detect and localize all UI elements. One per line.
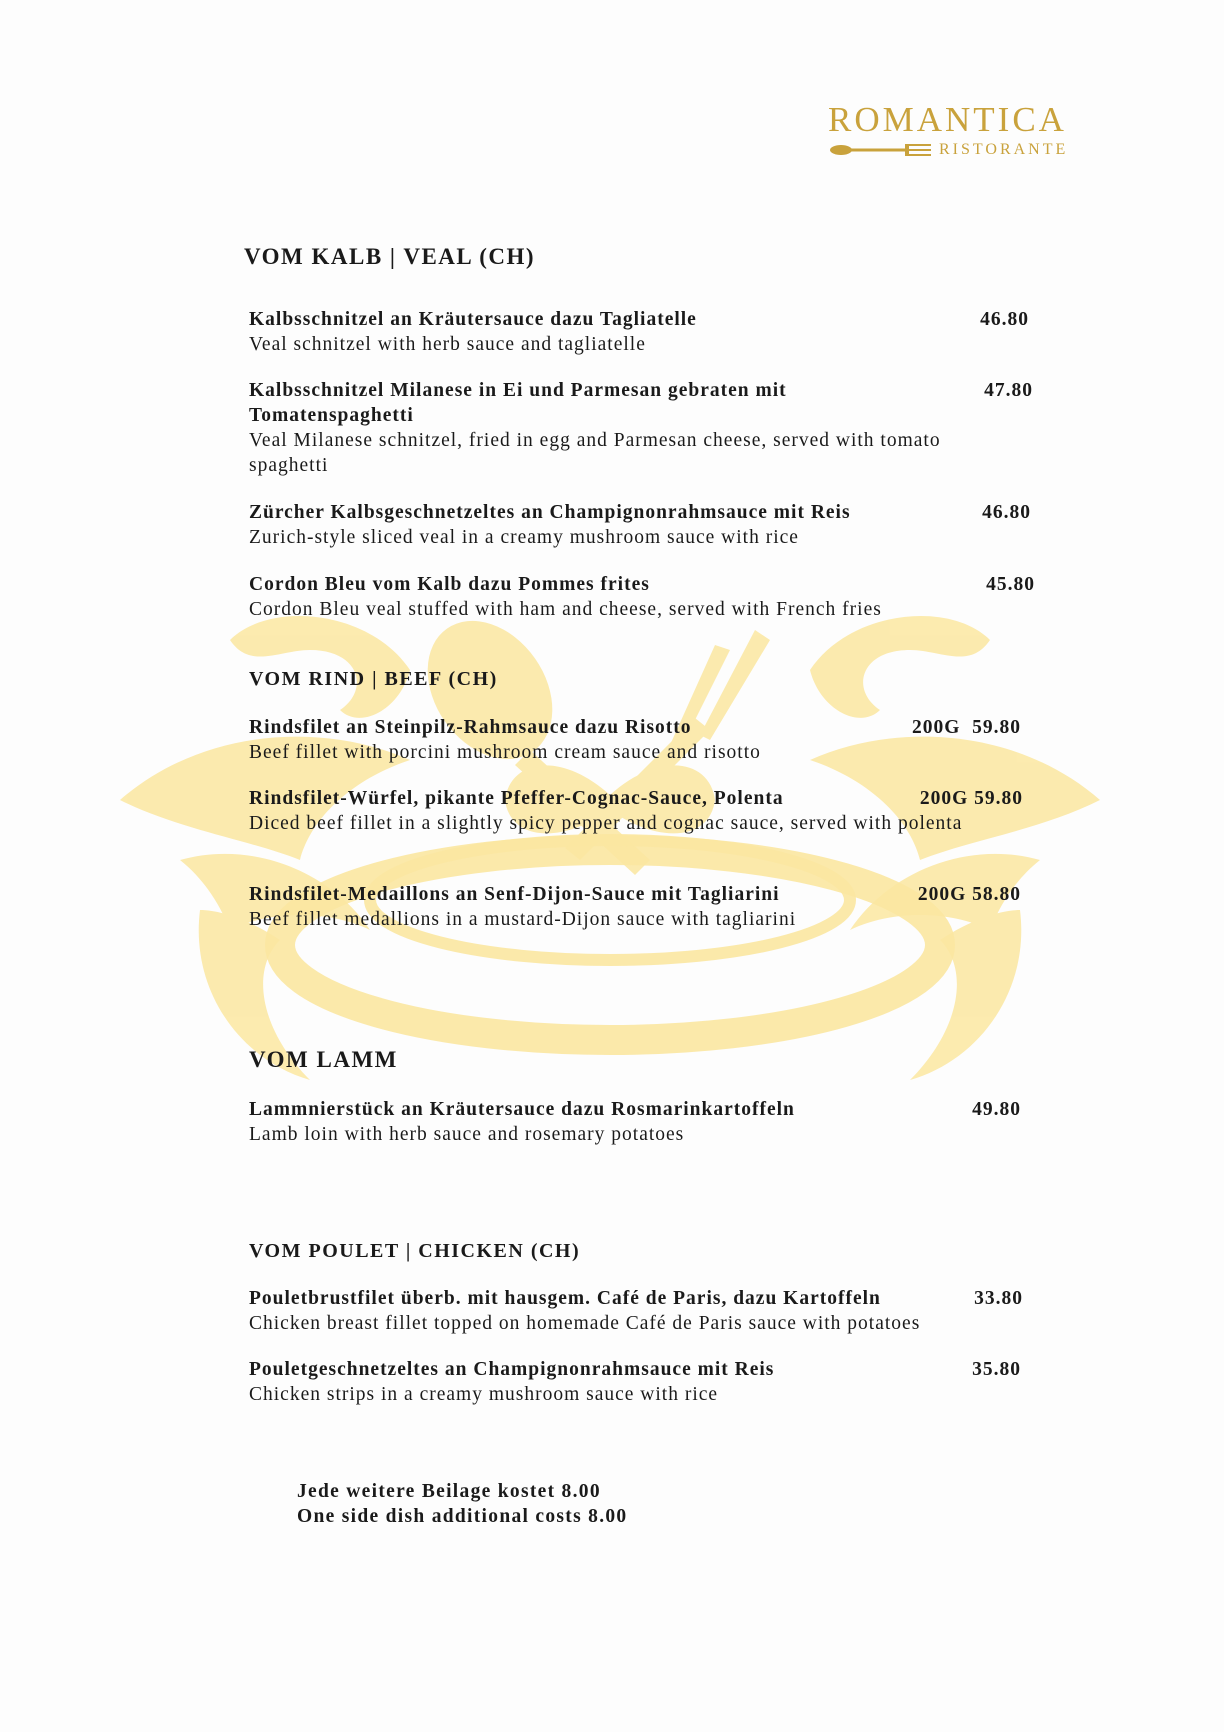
- item-name: Kalbsschnitzel Milanese in Ei und Parmesan gebraten mit Tomatenspaghetti: [249, 380, 787, 426]
- menu-item: [249, 307, 1029, 357]
- item-description: Diced beef fillet in a slightly spicy pepper and cognac sauce, served with polenta: [249, 813, 963, 834]
- item-name: Zürcher Kalbsgeschnetzeltes an Champignonrahmsauce mit Reis: [249, 502, 851, 523]
- item-description: Zurich-style sliced veal in a creamy mushroom sauce with rice: [249, 527, 799, 548]
- section-title-chicken: VOM POULET | CHICKEN (CH): [249, 1240, 581, 1262]
- item-price: 45.80: [986, 574, 1035, 595]
- section-title-lamb: VOM LAMM: [249, 1047, 398, 1072]
- logo-subtitle: RISTORANTE: [939, 141, 1069, 158]
- menu-item: [249, 786, 1023, 836]
- item-name: Rindsfilet-Würfel, pikante Pfeffer-Cognac-Sauce, Polenta: [249, 788, 784, 809]
- restaurant-logo: [828, 100, 1098, 170]
- item-price: 33.80: [974, 1288, 1023, 1309]
- menu-item: [249, 378, 1033, 478]
- item-price: 200G 59.80: [911, 717, 1021, 738]
- item-price: 46.80: [982, 502, 1031, 523]
- item-description: Chicken breast fillet topped on homemade Café de Paris sauce with potatoes: [249, 1313, 921, 1334]
- fork-icon: [829, 143, 933, 157]
- item-description: Lamb loin with herb sauce and rosemary potatoes: [249, 1124, 685, 1145]
- item-price: 47.80: [984, 380, 1033, 401]
- section-title-beef: VOM RIND | BEEF (CH): [249, 668, 498, 690]
- item-name: Kalbsschnitzel an Kräutersauce dazu Tagliatelle: [249, 309, 697, 330]
- item-price: 46.80: [980, 309, 1029, 330]
- menu-item: [249, 715, 1021, 765]
- item-description: Chicken strips in a creamy mushroom sauce with rice: [249, 1384, 719, 1405]
- item-description: Beef fillet medallions in a mustard-Dijon sauce with tagliarini: [249, 909, 797, 930]
- side-dish-note-en: One side dish additional costs 8.00: [297, 1506, 628, 1527]
- side-dish-note-de: Jede weitere Beilage kostet 8.00: [297, 1481, 601, 1502]
- menu-item: [249, 882, 1021, 932]
- item-price: 49.80: [972, 1099, 1021, 1120]
- section-title-veal: VOM KALB | VEAL (CH): [244, 244, 536, 269]
- menu-item: [249, 500, 1031, 550]
- item-name: Rindsfilet-Medaillons an Senf-Dijon-Sauce mit Tagliarini: [249, 884, 780, 905]
- item-price: 200G 58.80: [917, 884, 1021, 905]
- item-name: Pouletgeschnetzeltes an Champignonrahmsauce mit Reis: [249, 1359, 775, 1380]
- logo-name: ROMANTICA: [828, 100, 1067, 139]
- item-price: 200G 59.80: [919, 788, 1023, 809]
- item-name: Lammnierstück an Kräutersauce dazu Rosmarinkartoffeln: [249, 1099, 795, 1120]
- item-name: Rindsfilet an Steinpilz-Rahmsauce dazu Risotto: [249, 717, 692, 738]
- item-description: Veal schnitzel with herb sauce and tagliatelle: [249, 334, 646, 355]
- item-name: Cordon Bleu vom Kalb dazu Pommes frites: [249, 574, 650, 595]
- item-description: Beef fillet with porcini mushroom cream sauce and risotto: [249, 742, 761, 763]
- item-description: Veal Milanese schnitzel, fried in egg and Parmesan cheese, served with tomato spaghetti: [249, 430, 941, 476]
- menu-item: [249, 1357, 1021, 1407]
- menu-item: [249, 1286, 1023, 1336]
- menu-item: [249, 572, 1035, 622]
- item-description: Cordon Bleu veal stuffed with ham and cheese, served with French fries: [249, 599, 882, 620]
- item-price: 35.80: [972, 1359, 1021, 1380]
- item-name: Pouletbrustfilet überb. mit hausgem. Café de Paris, dazu Kartoffeln: [249, 1288, 881, 1309]
- menu-item: [249, 1097, 1021, 1147]
